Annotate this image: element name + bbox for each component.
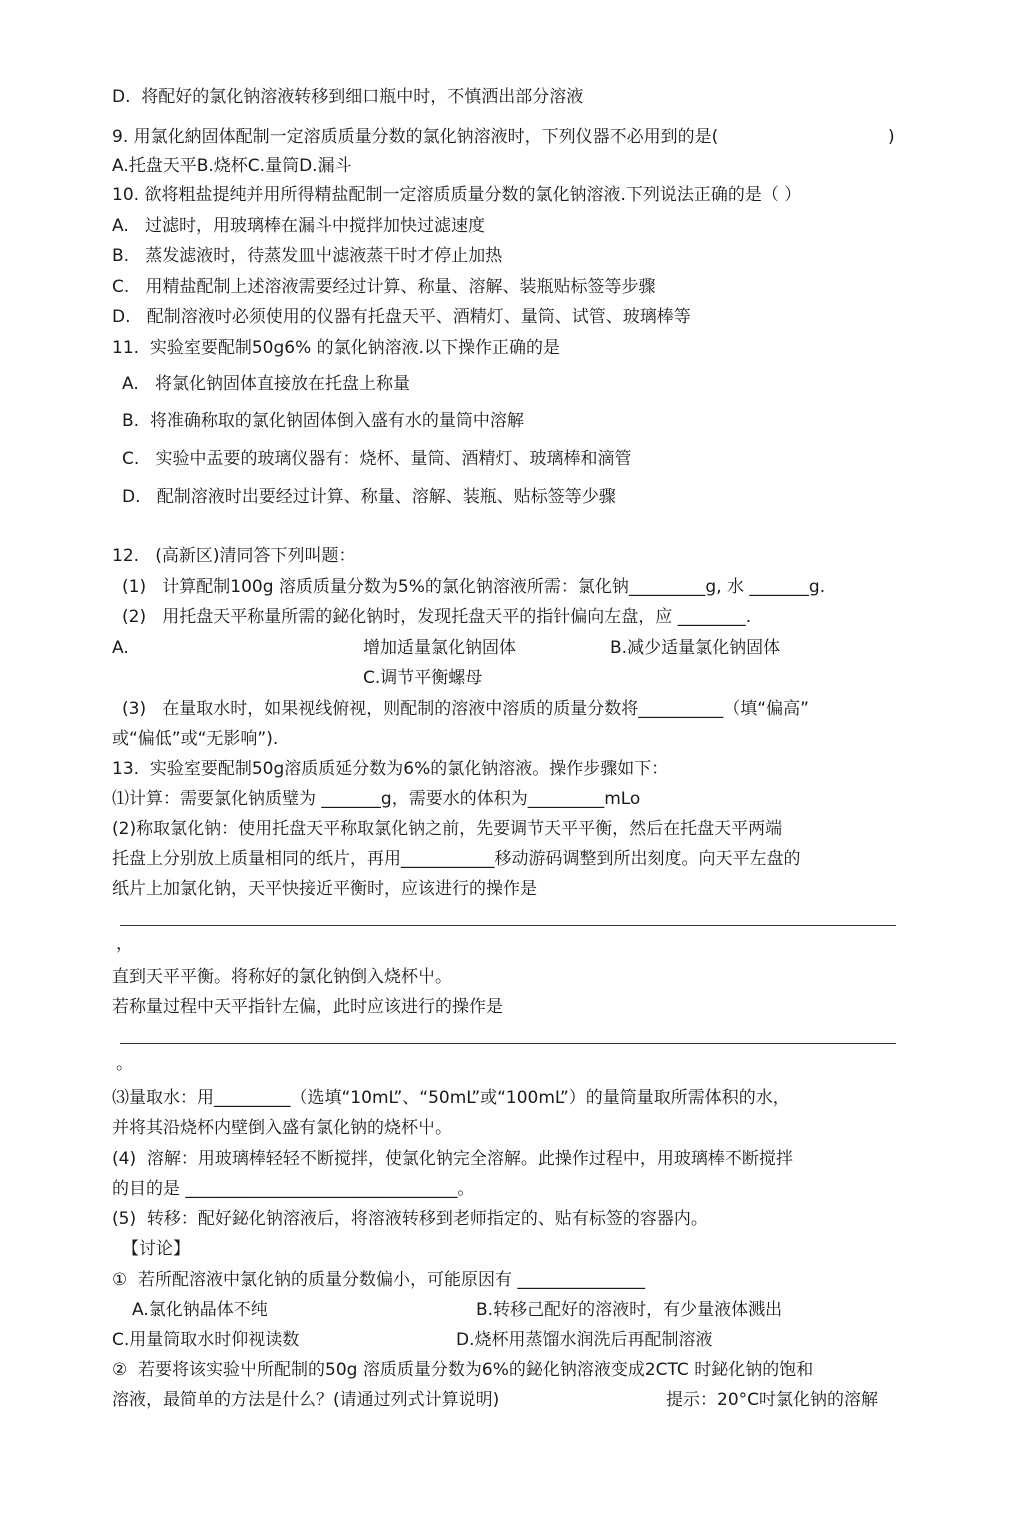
question-11-option-a: A. 将氯化钠固体直接放在托盘上称量 (122, 374, 410, 394)
question-13-step-5: (5) 转移：配好鉍化钠溶液后，将溶液转移到老师指定的、贴有标签的容器内。 (112, 1209, 708, 1229)
question-10-option-a: A. 过滤时，用玻璃棒在漏斗中搅拌加快过滤速度 (112, 216, 485, 236)
question-13-step-2: (2)称取氯化钠：使用托盘天平称取氯化钠之前，先要调节天平平衡，然后在托盘天平两端 (112, 819, 783, 839)
question-13-step-2-cont2: 纸片上加氯化钠，天平快接近平衡时，应该进行的操作是 (112, 879, 537, 899)
discussion-1-option-c: C.用量筒取水时仰视读数 (112, 1330, 300, 1350)
question-13-step-4: (4) 溶解：用玻璃棒轻轻不断搅拌，使氯化钠完全溶解。此操作过程中，用玻璃棒不断搅拌 (112, 1149, 793, 1169)
question-12-part-3-cont: 或“偏低”或“无影响”). (112, 729, 279, 749)
question-11: 11. 实验室要配制50g6% 的氯化钠溶液.以下操作正确的是 (112, 338, 561, 358)
question-11-option-c: C. 实验中盂要的玻璃仪器有：烧杯、量筒、酒精灯、玻璃棒和滴管 (122, 449, 632, 469)
question-10-option-c: C. 用精盐配制上述溶液需要经过计算、称量、溶解、装瓶贴标签等步骤 (112, 277, 656, 297)
question-12-option-c: C.调节平衡螺母 (363, 668, 483, 688)
question-12-part-3: (3) 在量取水时，如果视线俯视，则配制的溶液中溶质的质量分数将__________（填“偏高” (122, 699, 809, 719)
discussion-item-2-hint: 提示：20°C吋氯化钠的溶解 (666, 1390, 879, 1410)
question-9-paren: ) (888, 127, 895, 147)
answer-line-2 (120, 1043, 896, 1044)
question-13-step-3-cont: 并将其沿烧杯内壁倒入盛有氯化钠的烧杯屮。 (112, 1118, 452, 1138)
question-9: 9. 用氯化納固体配制一定溶质质量分数的氯化钠溶液时，下列仪器不必用到的是( (112, 127, 719, 147)
question-13-step-2-cont3: 直到天平平衡。将称好的氯化钠倒入烧杯屮。 (112, 967, 452, 987)
answer-line-1 (120, 925, 896, 926)
answer-line-2-period: 。 (116, 1054, 133, 1074)
question-13-step-2-cont: 托盘上分别放上质量相同的纸片，再用___________移动游码调整到所岀刻度。向天平左盘的 (112, 849, 801, 869)
question-12-option-a-label: A. (112, 638, 129, 658)
question-10-option-d: D. 配制溶液吋必须使用的仪器有托盘天平、酒精灯、量筒、试管、玻璃棒等 (112, 307, 691, 327)
discussion-item-2-cont: 溶液，最简单的方法是什么？(请通过列式计算说明) (112, 1390, 500, 1410)
question-9-options: A.托盘天平B.烧杯C.量筒D.漏斗 (112, 156, 352, 176)
discussion-1-option-d: D.烧杯用蒸馏水润洗后再配制溶液 (456, 1330, 713, 1350)
question-13: 13. 实验室要配制50g溶质质延分数为6%的氯化钠溶液。操作步骤如下： (112, 759, 669, 779)
question-12-option-a: 增加适量氯化钠固体 (363, 638, 516, 658)
question-10: 10. 欲将粗盐提纯并用所得精盐配制一定溶质质量分数的氯化钠溶液.下列说法正确的是（ ） (112, 185, 802, 205)
question-12-option-b: B.减少适量氯化钠固体 (610, 638, 781, 658)
question-12-part-1: (1) 计算配制100g 溶质质量分数为5%的氯化钠溶液所需：氯化钠_________g, 水 _______g. (122, 577, 826, 597)
question-13-step-4-cont: 的目的是 ________________________________。 (112, 1179, 475, 1199)
question-13-step-1: ⑴计算：需要氯化钠质璧为 _______g，需要水的体积为_________mLo (112, 789, 641, 809)
question-13-step-3: ⑶量取水：用_________（选填“10mL”、“50mL”或“100mL”）的量筒量取所需体积的水， (112, 1088, 790, 1108)
question-11-option-d: D. 配制溶液时岀要经过计算、称量、溶解、装瓶、贴标签等少骤 (122, 487, 616, 507)
discussion-item-1: ① 若所配溶液中氯化钠的质量分数偏小，可能原因有 _______________ (112, 1270, 645, 1290)
discussion-1-option-a: A.氯化钠晶体不纯 (132, 1300, 268, 1320)
question-12: 12. (高新区)清同答下列叫题： (112, 546, 356, 566)
discussion-1-option-b: B.转移己配好的溶液时，有少量液体溅出 (476, 1300, 783, 1320)
question-11-option-b: B. 将准确称取的氯化钠固体倒入盛有水的量筒中溶解 (122, 411, 524, 431)
question-10-option-b: B. 蒸发滤液时，待蒸发皿屮滤液蒸干时才停止加热 (112, 246, 503, 266)
discussion-item-2: ② 若要将该实验屮所配制的50g 溶质质量分数为6%的鉍化钠溶液变成2CTC 时鉍化钠的饱和 (112, 1360, 814, 1380)
question-12-part-2: (2) 用托盘天平称量所需的鉍化钠时，发现托盘天平的指针偏向左盘，应 ________. (122, 607, 752, 627)
option-d-q8: D. 将配好的氯化钠溶液转移到细口瓶中时，不慎洒出部分溶液 (112, 87, 584, 107)
answer-line-1-comma: ， (116, 934, 133, 954)
discussion-heading: 【讨论】 (122, 1239, 190, 1259)
question-13-step-2-cont4: 若称量过程中天平指针左偏，此时应该进行的操作是 (112, 997, 503, 1017)
